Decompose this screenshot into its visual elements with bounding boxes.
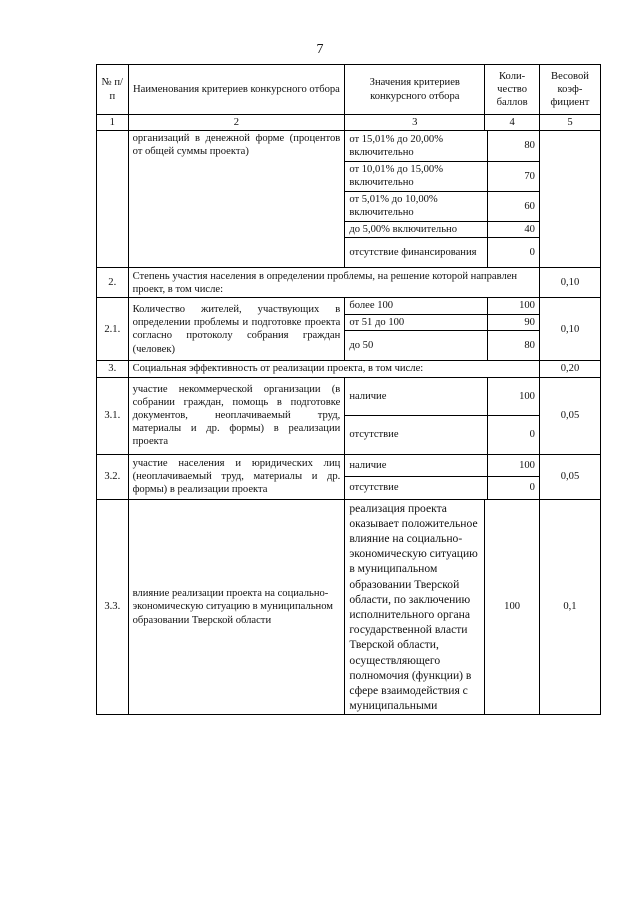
list-item <box>345 237 539 267</box>
value-points: 0 <box>487 237 539 267</box>
weight-value: 0,1 <box>539 499 600 715</box>
page-number: 7 <box>316 42 324 57</box>
header-criteria-values: Значения критериев конкурсного отбора <box>345 65 485 115</box>
row-number: 3.3. <box>97 499 129 715</box>
weight-value: 0,10 <box>539 268 600 298</box>
row-number: 3.1. <box>97 377 129 454</box>
section-title: Степень участия населения в определении проблемы, на решение которой направлен проект, в том числе: <box>128 268 539 298</box>
values-cell <box>345 298 540 361</box>
section-title: Социальная эффективность от реализации проекта, в том числе: <box>128 361 539 377</box>
value-text: отсутствие <box>349 482 399 494</box>
value-points: 100 <box>487 455 539 477</box>
value-points: 40 <box>487 221 539 237</box>
value-text: от 10,01% до 15,00% включительно <box>345 161 487 191</box>
column-number: 1 <box>97 115 129 131</box>
criterion-text: участие населения и юридических лиц (неоплачиваемый труд, материалы и др. формы) в реализации проекта <box>128 454 345 499</box>
weight-value: 0,10 <box>539 298 600 361</box>
list-item <box>345 191 539 221</box>
values-list <box>345 131 539 267</box>
criterion-text: влияние реализации проекта на социально-экономическую ситуацию в муниципальном образовании Тверской области <box>128 499 345 715</box>
value-points: 60 <box>487 191 539 221</box>
criterion-text: участие некоммерческой организации (в собрании граждан, помощь в подготовке документов, неоплачиваемый труд, материалы и др. формы) в реализации проекта <box>128 377 345 454</box>
value-points: 100 <box>487 378 539 416</box>
table-row <box>97 454 601 499</box>
column-number: 5 <box>539 115 600 131</box>
table-row <box>97 377 601 454</box>
criterion-text: организаций в денежной форме (процентов от общей суммы проекта) <box>128 131 345 268</box>
row-number: 2.1. <box>97 298 129 361</box>
weight-value: 0,05 <box>539 454 600 499</box>
table-row <box>97 361 601 377</box>
value-text: до 50 <box>349 339 374 351</box>
list-item <box>345 298 539 314</box>
values-list <box>345 455 539 499</box>
value-points: 90 <box>487 314 539 330</box>
values-list <box>345 298 539 360</box>
value-text: от 51 до 100 <box>345 314 487 330</box>
list-item <box>345 455 539 477</box>
row-number: 3.2. <box>97 454 129 499</box>
column-number: 2 <box>128 115 345 131</box>
table-header-row <box>97 65 601 115</box>
table-row <box>97 499 601 715</box>
values-list <box>345 378 539 454</box>
value-text: отсутствие <box>349 429 399 441</box>
value-points: 100 <box>487 298 539 314</box>
list-item <box>345 477 539 499</box>
list-item <box>345 221 539 237</box>
list-item <box>345 416 539 454</box>
list-item <box>345 378 539 416</box>
value-points: 0 <box>487 477 539 499</box>
list-item <box>345 161 539 191</box>
weight-value: 0,20 <box>539 361 600 377</box>
column-number: 4 <box>485 115 540 131</box>
list-item <box>345 330 539 360</box>
table-row <box>97 298 601 361</box>
value-text: отсутствие финансирования <box>349 247 477 259</box>
value-text: наличие <box>345 455 487 477</box>
values-cell <box>345 377 540 454</box>
row-number: 3. <box>97 361 129 377</box>
value-text: до 5,00% включительно <box>345 221 487 237</box>
value-text: реализация проекта оказывает положительное влияние на социально-экономическую ситуацию в муниципальном образовании Тверской области, по заключению исполнительного органа государственной власти Тверской области, осуществляющего полномочия (функции) в сфере взаимодействия с муниципальными <box>345 499 485 715</box>
value-points: 80 <box>487 330 539 360</box>
row-number: 2. <box>97 268 129 298</box>
header-points: Коли-чество баллов <box>485 65 540 115</box>
weight-value: 0,05 <box>539 377 600 454</box>
criteria-table <box>96 64 601 715</box>
column-number: 3 <box>345 115 485 131</box>
value-text: наличие <box>345 378 487 416</box>
row-number <box>97 131 129 268</box>
column-numbers-row <box>97 115 601 131</box>
weight-cell <box>539 131 600 268</box>
value-points: 70 <box>487 161 539 191</box>
value-text: более 100 <box>345 298 487 314</box>
values-cell <box>345 131 540 268</box>
table-row <box>97 131 601 268</box>
value-points: 100 <box>485 499 540 715</box>
criterion-text: Количество жителей, участвующих в определении проблемы и подготовке проекта согласно протоколу собрания граждан (человек) <box>128 298 345 361</box>
list-item <box>345 314 539 330</box>
value-text: от 15,01% до 20,00% включительно <box>345 131 487 161</box>
values-cell <box>345 454 540 499</box>
header-weight: Весовой коэф-фициент <box>539 65 600 115</box>
value-points: 0 <box>487 416 539 454</box>
value-text: от 5,01% до 10,00% включительно <box>345 191 487 221</box>
header-number: № п/п <box>97 65 129 115</box>
list-item <box>345 131 539 161</box>
header-criteria-name: Наименования критериев конкурсного отбора <box>128 65 345 115</box>
value-points: 80 <box>487 131 539 161</box>
table-row <box>97 268 601 298</box>
